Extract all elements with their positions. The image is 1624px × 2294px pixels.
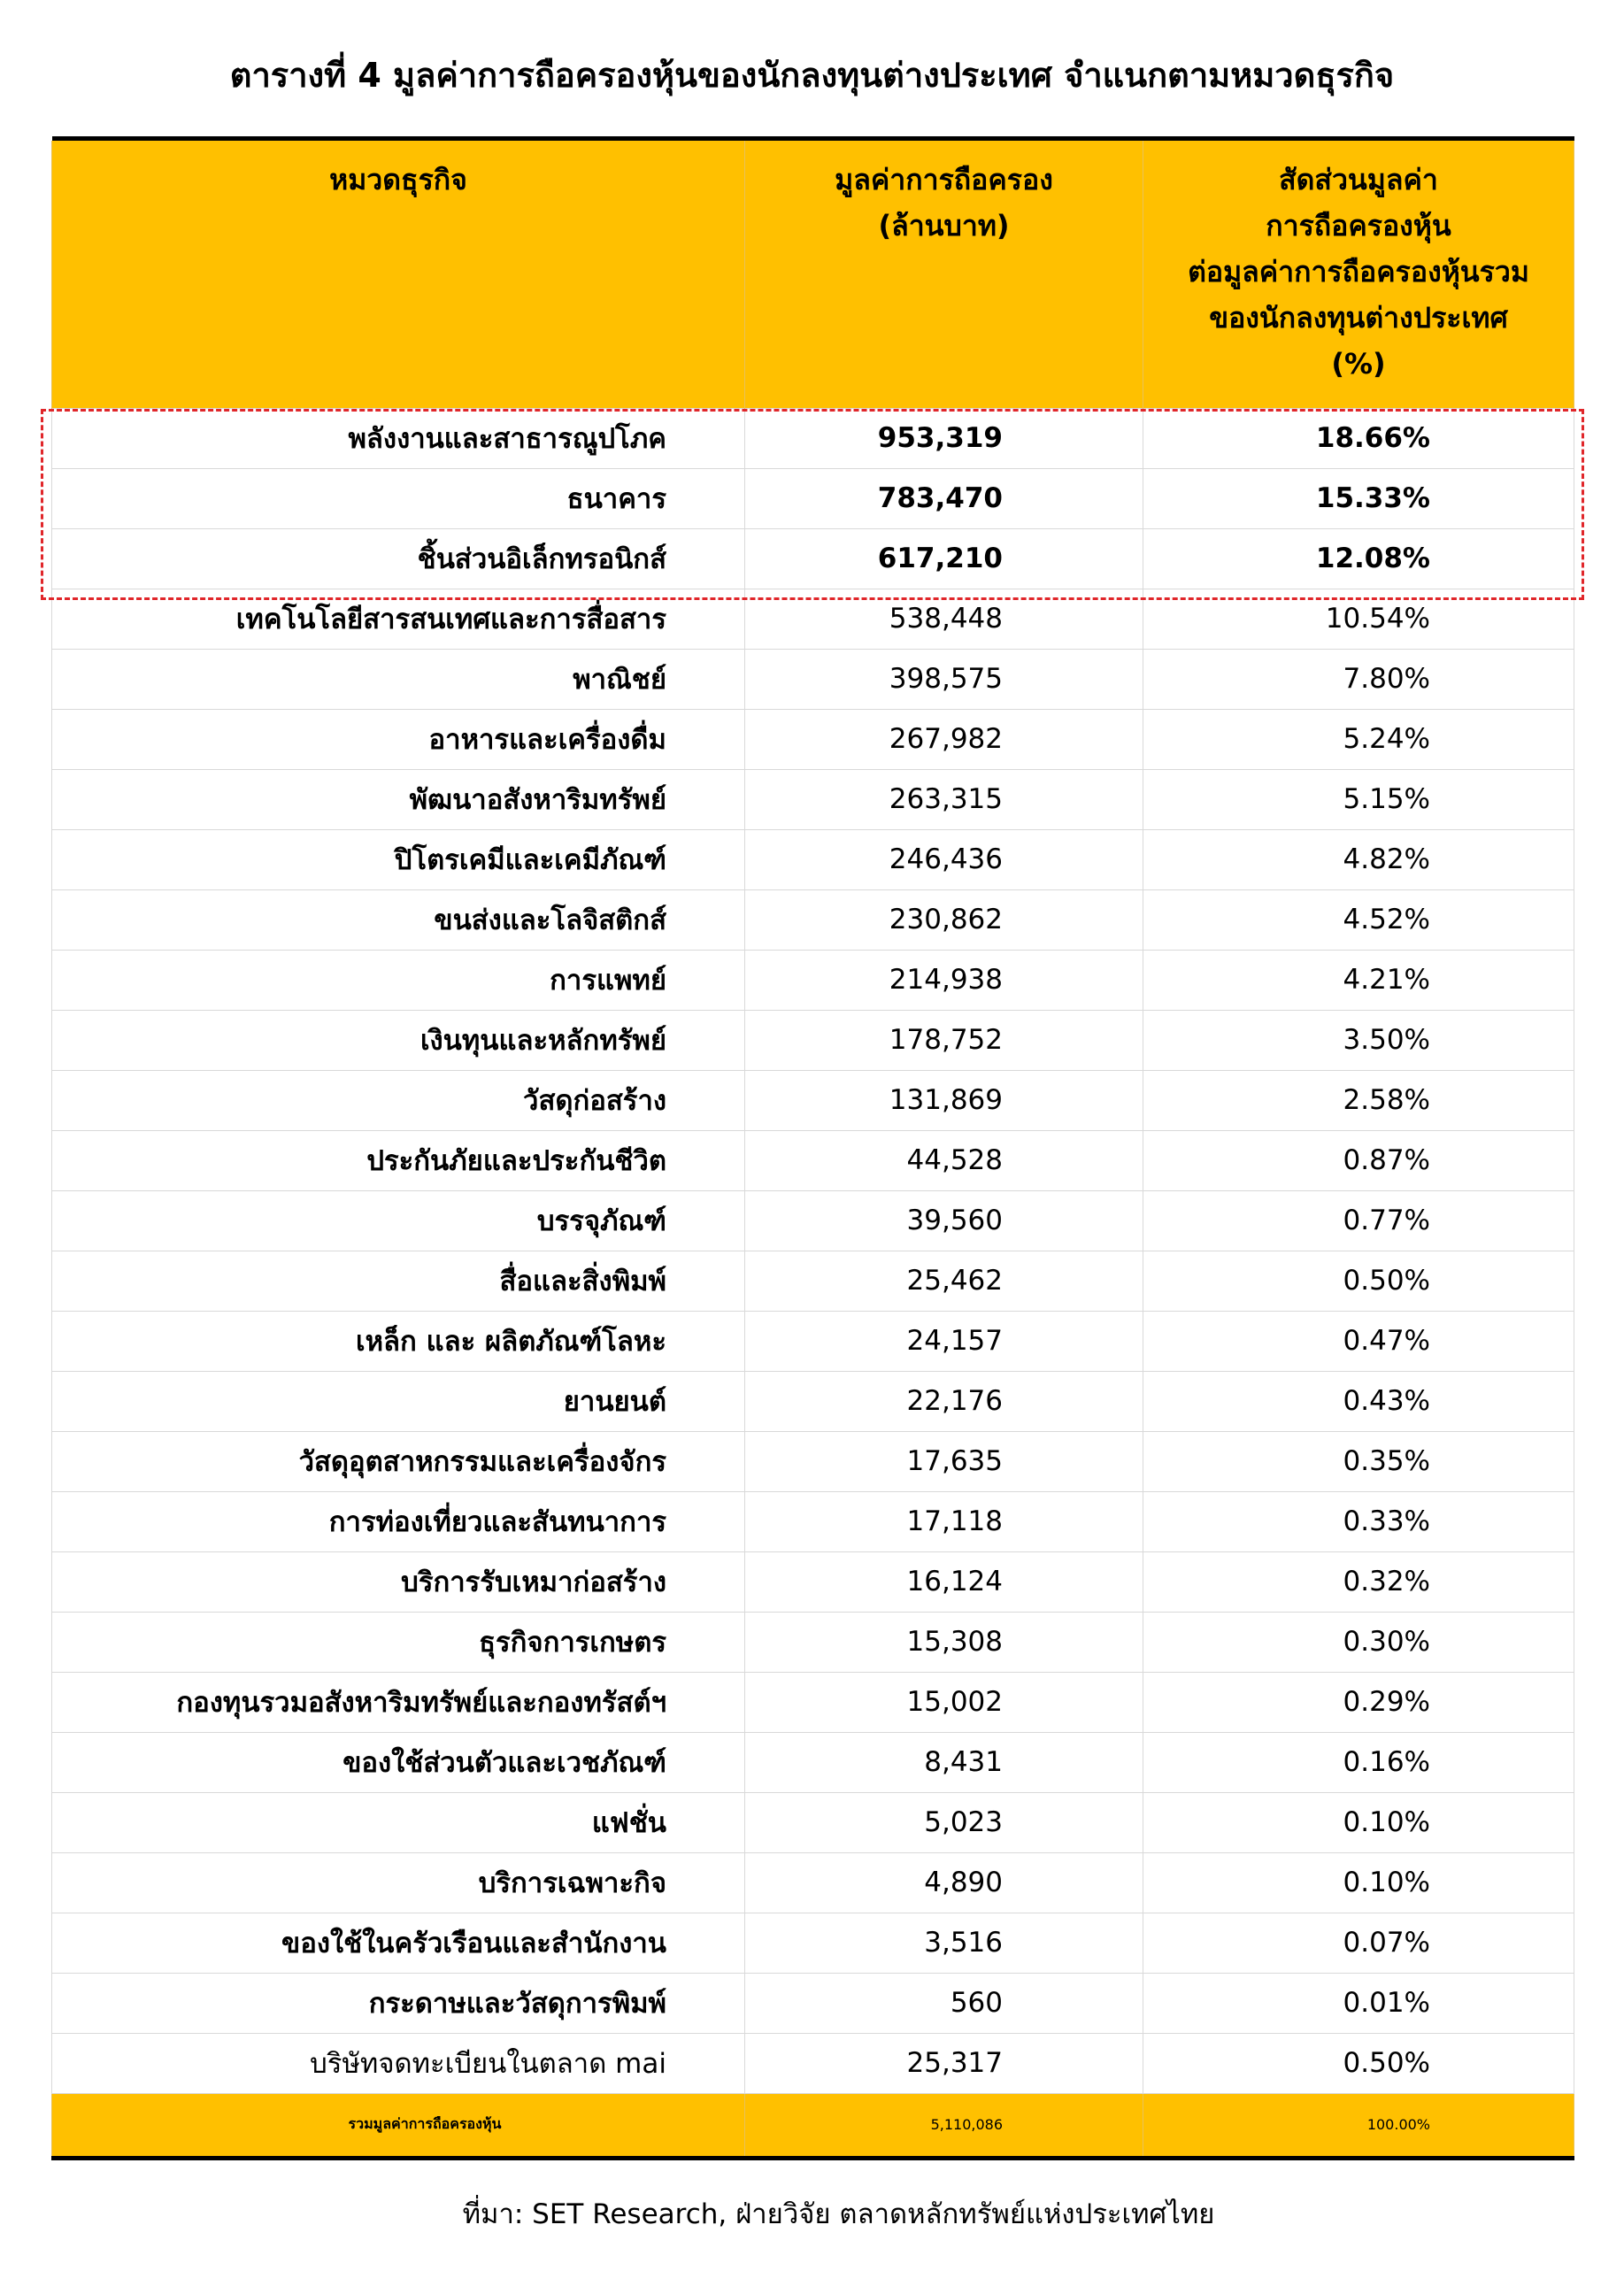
row-category: การแพทย์ bbox=[52, 950, 745, 1010]
total-label: รวมมูลค่าการถือครองหุ้น bbox=[52, 2093, 745, 2158]
row-value: 246,436 bbox=[745, 829, 1143, 889]
table-row bbox=[52, 1311, 1574, 1371]
holdings-table-container bbox=[51, 136, 1574, 2160]
total-row bbox=[52, 2093, 1574, 2158]
column-header-value bbox=[745, 141, 1143, 408]
row-category: บริษัทจดทะเบียนในตลาด mai bbox=[52, 2033, 745, 2093]
header-category-text: หมวดธุรกิจ bbox=[329, 163, 467, 196]
row-value: 15,308 bbox=[745, 1612, 1143, 1672]
row-share: 7.80% bbox=[1143, 649, 1574, 709]
row-value: 25,317 bbox=[745, 2033, 1143, 2093]
column-header-category bbox=[52, 141, 745, 408]
row-category: ธนาคาร bbox=[52, 468, 745, 528]
table-row bbox=[52, 1251, 1574, 1311]
row-value: 22,176 bbox=[745, 1371, 1143, 1431]
row-category: แฟชั่น bbox=[52, 1792, 745, 1852]
table-row bbox=[52, 1431, 1574, 1491]
row-share: 5.24% bbox=[1143, 709, 1574, 769]
row-category: พาณิชย์ bbox=[52, 649, 745, 709]
row-value: 8,431 bbox=[745, 1732, 1143, 1792]
row-value: 230,862 bbox=[745, 889, 1143, 950]
row-share: 10.54% bbox=[1143, 589, 1574, 649]
row-share: 4.52% bbox=[1143, 889, 1574, 950]
table-header bbox=[52, 139, 1574, 409]
row-value: 178,752 bbox=[745, 1010, 1143, 1070]
table-row bbox=[52, 1732, 1574, 1792]
row-category: อาหารและเครื่องดื่ม bbox=[52, 709, 745, 769]
table-row bbox=[52, 1551, 1574, 1612]
table-row bbox=[52, 649, 1574, 709]
row-value: 16,124 bbox=[745, 1551, 1143, 1612]
table-row bbox=[52, 1672, 1574, 1732]
table-row bbox=[52, 1070, 1574, 1130]
row-category: พลังงานและสาธารณูปโภค bbox=[52, 408, 745, 468]
row-share: 0.47% bbox=[1143, 1311, 1574, 1371]
row-category: บริการรับเหมาก่อสร้าง bbox=[52, 1551, 745, 1612]
holdings-table bbox=[51, 136, 1574, 2160]
row-value: 17,118 bbox=[745, 1491, 1143, 1551]
row-share: 0.01% bbox=[1143, 1973, 1574, 2033]
header-share-line4: ของนักลงทุนต่างประเทศ bbox=[1209, 301, 1508, 335]
header-share-line2: การถือครองหุ้น bbox=[1266, 209, 1451, 242]
row-share: 4.82% bbox=[1143, 829, 1574, 889]
table-row bbox=[52, 528, 1574, 589]
table-row bbox=[52, 829, 1574, 889]
row-share: 0.07% bbox=[1143, 1913, 1574, 1973]
row-share: 4.21% bbox=[1143, 950, 1574, 1010]
row-category: เทคโนโลยีสารสนเทศและการสื่อสาร bbox=[52, 589, 745, 649]
header-value-line1: มูลค่าการถือครอง bbox=[835, 163, 1053, 196]
row-category: ชิ้นส่วนอิเล็กทรอนิกส์ bbox=[52, 528, 745, 589]
row-category: ของใช้ส่วนตัวและเวชภัณฑ์ bbox=[52, 1732, 745, 1792]
table-row bbox=[52, 2033, 1574, 2093]
row-category: ธุรกิจการเกษตร bbox=[52, 1612, 745, 1672]
table-row bbox=[52, 408, 1574, 468]
row-category: ขนส่งและโลจิสติกส์ bbox=[52, 889, 745, 950]
row-value: 953,319 bbox=[745, 408, 1143, 468]
row-share: 12.08% bbox=[1143, 528, 1574, 589]
row-category: กองทุนรวมอสังหาริมทรัพย์และกองทรัสต์ฯ bbox=[52, 1672, 745, 1732]
row-category: บรรจุภัณฑ์ bbox=[52, 1190, 745, 1251]
table-body bbox=[52, 408, 1574, 2093]
page-title: ตารางที่ 4 มูลค่าการถือครองหุ้นของนักลงทุนต่างประเทศ จำแนกตามหมวดธุรกิจ bbox=[229, 56, 1395, 95]
row-share: 0.50% bbox=[1143, 1251, 1574, 1311]
table-row bbox=[52, 1491, 1574, 1551]
total-value: 5,110,086 bbox=[745, 2093, 1143, 2158]
row-share: 0.50% bbox=[1143, 2033, 1574, 2093]
row-value: 617,210 bbox=[745, 528, 1143, 589]
row-value: 25,462 bbox=[745, 1251, 1143, 1311]
header-value-line2: (ล้านบาท) bbox=[878, 209, 1010, 242]
column-header-share bbox=[1143, 141, 1574, 408]
table-row bbox=[52, 1792, 1574, 1852]
row-share: 0.77% bbox=[1143, 1190, 1574, 1251]
row-share: 0.87% bbox=[1143, 1130, 1574, 1190]
total-share: 100.00% bbox=[1143, 2093, 1574, 2158]
row-share: 0.10% bbox=[1143, 1852, 1574, 1913]
row-value: 267,982 bbox=[745, 709, 1143, 769]
table-row bbox=[52, 1371, 1574, 1431]
row-share: 0.16% bbox=[1143, 1732, 1574, 1792]
row-value: 131,869 bbox=[745, 1070, 1143, 1130]
row-value: 15,002 bbox=[745, 1672, 1143, 1732]
row-share: 15.33% bbox=[1143, 468, 1574, 528]
row-category: พัฒนาอสังหาริมทรัพย์ bbox=[52, 769, 745, 829]
row-share: 0.10% bbox=[1143, 1792, 1574, 1852]
row-share: 0.30% bbox=[1143, 1612, 1574, 1672]
table-row bbox=[52, 468, 1574, 528]
row-category: วัสดุอุตสาหกรรมและเครื่องจักร bbox=[52, 1431, 745, 1491]
row-category: วัสดุก่อสร้าง bbox=[52, 1070, 745, 1130]
header-share-line3: ต่อมูลค่าการถือครองหุ้นรวม bbox=[1188, 255, 1529, 289]
row-value: 39,560 bbox=[745, 1190, 1143, 1251]
row-category: ของใช้ในครัวเรือนและสำนักงาน bbox=[52, 1913, 745, 1973]
row-value: 3,516 bbox=[745, 1913, 1143, 1973]
row-share: 0.33% bbox=[1143, 1491, 1574, 1551]
row-category: เงินทุนและหลักทรัพย์ bbox=[52, 1010, 745, 1070]
row-value: 5,023 bbox=[745, 1792, 1143, 1852]
row-category: เหล็ก และ ผลิตภัณฑ์โลหะ bbox=[52, 1311, 745, 1371]
row-value: 214,938 bbox=[745, 950, 1143, 1010]
table-row bbox=[52, 1190, 1574, 1251]
table-row bbox=[52, 889, 1574, 950]
header-share-line5: (%) bbox=[1331, 347, 1386, 381]
row-category: ปิโตรเคมีและเคมีภัณฑ์ bbox=[52, 829, 745, 889]
table-row bbox=[52, 1010, 1574, 1070]
row-share: 3.50% bbox=[1143, 1010, 1574, 1070]
table-row bbox=[52, 709, 1574, 769]
row-value: 4,890 bbox=[745, 1852, 1143, 1913]
row-share: 18.66% bbox=[1143, 408, 1574, 468]
row-value: 17,635 bbox=[745, 1431, 1143, 1491]
row-share: 0.29% bbox=[1143, 1672, 1574, 1732]
row-category: บริการเฉพาะกิจ bbox=[52, 1852, 745, 1913]
row-value: 24,157 bbox=[745, 1311, 1143, 1371]
table-row bbox=[52, 1852, 1574, 1913]
row-category: สื่อและสิ่งพิมพ์ bbox=[52, 1251, 745, 1311]
table-row bbox=[52, 1973, 1574, 2033]
table-row bbox=[52, 769, 1574, 829]
row-value: 263,315 bbox=[745, 769, 1143, 829]
table-row bbox=[52, 1612, 1574, 1672]
row-category: การท่องเที่ยวและสันทนาการ bbox=[52, 1491, 745, 1551]
table-row bbox=[52, 1913, 1574, 1973]
row-share: 5.15% bbox=[1143, 769, 1574, 829]
row-value: 44,528 bbox=[745, 1130, 1143, 1190]
row-category: ประกันภัยและประกันชีวิต bbox=[52, 1130, 745, 1190]
row-value: 560 bbox=[745, 1973, 1143, 2033]
row-share: 0.32% bbox=[1143, 1551, 1574, 1612]
table-row bbox=[52, 1130, 1574, 1190]
row-share: 0.35% bbox=[1143, 1431, 1574, 1491]
row-category: กระดาษและวัสดุการพิมพ์ bbox=[52, 1973, 745, 2033]
row-value: 398,575 bbox=[745, 649, 1143, 709]
header-share-line1: สัดส่วนมูลค่า bbox=[1279, 163, 1438, 196]
table-row bbox=[52, 589, 1574, 649]
row-share: 0.43% bbox=[1143, 1371, 1574, 1431]
row-share: 2.58% bbox=[1143, 1070, 1574, 1130]
row-value: 538,448 bbox=[745, 589, 1143, 649]
table-row bbox=[52, 950, 1574, 1010]
row-category: ยานยนต์ bbox=[52, 1371, 745, 1431]
row-value: 783,470 bbox=[745, 468, 1143, 528]
source-note: ที่มา: SET Research, ฝ่ายวิจัย ตลาดหลักทรัพย์แห่งประเทศไทย bbox=[462, 2198, 1215, 2230]
